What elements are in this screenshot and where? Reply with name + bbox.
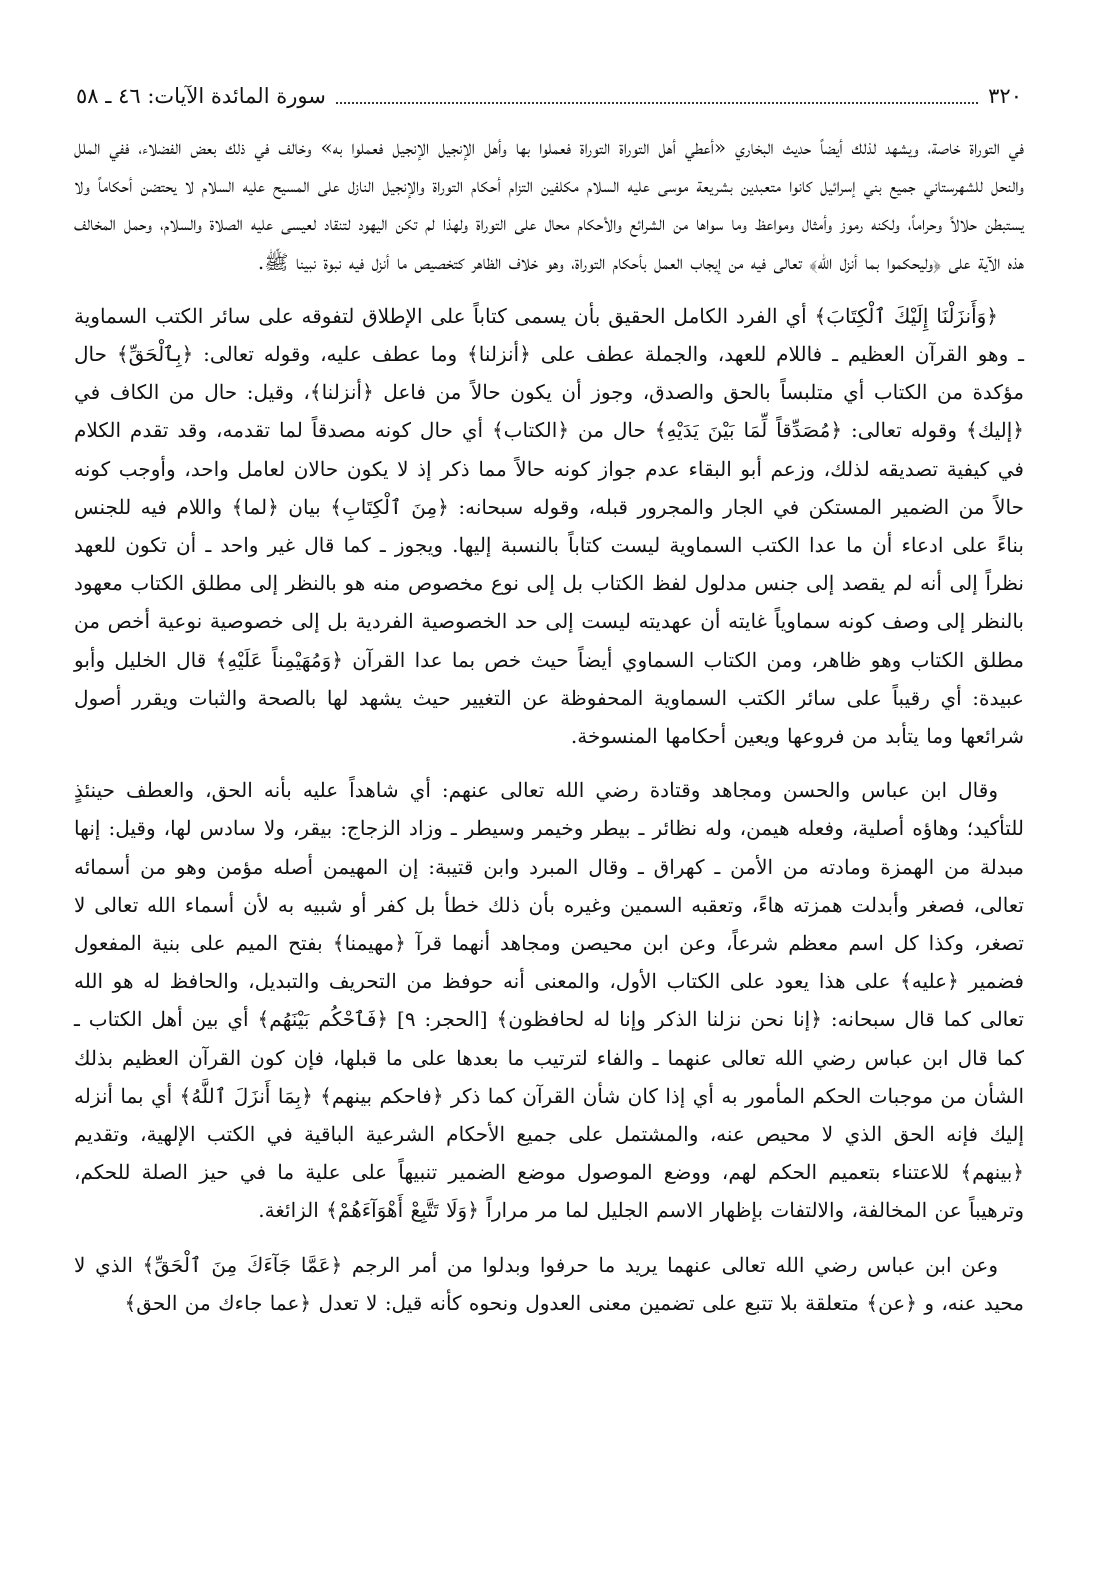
- paragraph-3: وقال ابن عباس والحسن ومجاهد وقتادة رضي الله تعالى عنهم: أي شاهداً عليه بأنه الحق، والعطف حينئذٍ للتأكيد؛ وهاؤه أصلية، وفعله هيمن، وله نظائر ـ بيطر وخيمر وسيطر ـ وزاد الزجاج: بيقر، ولا سادس لها، وقيل: إنها مبدلة من الهمزة ومادته من الأمن ـ كهراق ـ وقال المبرد وابن قتيبة: إن المهيمن أصله مؤمن وهو من أسمائه تعالى، فصغر وأبدلت همزته هاءً، وتعقبه السمين وغيره بأن ذلك خطأ بل كفر أو شبيه به لأن أسماء الله تعالى لا تصغر، وكذا كل اسم معظم شرعاً، وعن ابن محيصن ومجاهد أنهما قرآ ﴿مهيمنا﴾ بفتح الميم على بنية المفعول فضمير ﴿عليه﴾ على هذا يعود على الكتاب الأول، والمعنى أنه حوفظ من التحريف والتبديل، والحافظ له هو الله تعالى كما قال سبحانه: ﴿إنا نحن نزلنا الذكر وإنا له لحافظون﴾ [الحجر: ٩] ﴿فَٱحْكُم بَيْنَهُم﴾ أي بين أهل الكتاب ـ كما قال ابن عباس رضي الله تعالى عنهما ـ والفاء لترتيب ما بعدها على ما قبلها، فإن كون القرآن العظيم بذلك الشأن من موجبات الحكم المأمور به أي إذا كان شأن القرآن كما ذكر ﴿فاحكم بينهم﴾ ﴿بِمَا أَنزَلَ ٱللَّهُ﴾ أي بما أنزله إليك فإنه الحق الذي لا محيص عنه، والمشتمل على جميع الأحكام الشرعية الباقية في الكتب الإلهية، وتقديم ﴿بينهم﴾ للاعتناء بتعميم الحكم لهم، ووضع الموصول موضع الضمير تنبيهاً على علية ما في حيز الصلة للحكم، وترهيباً عن المخالفة، والالتفات بإظهار الاسم الجليل لما مر مراراً ﴿وَلَا تَتَّبِعْ أَهْوَآءَهُمْ﴾ الزائغة.: [74, 778, 1024, 1223]
- paragraph-1: في التوراة خاصة، ويشهد لذلك أيضاً حديث البخاري «أعطي أهل التوراة التوراة فعملوا بها وأهل الإنجيل الإنجيل فعملوا به» وخالف في ذلك بعض الفضلاء، ففي الملل والنحل للشهرستاني جميع بني إسرائيل كانوا متعبدين بشريعة موسى عليه السلام مكلفين التزام أحكام التوراة والإنجيل النازل على المسيح عليه السلام لا يحتضن أحكاماً ولا يستبطن حلالاً وحراماً، ولكنه رموز وأمثال ومواعظ وما سواها من الشرائع والأحكام محال على التوراة ولهذا لم تكن اليهود لتنقاد لعيسى عليه الصلاة والسلام، وحمل المخالف هذه الآية على ﴿وليحكموا بما أنزل الله﴾ تعالى فيه من إيجاب العمل بأحكام التوراة، وهو خلاف الظاهر كتخصيص ما أنزل فيه نبوة نبينا ﷺ.: [74, 135, 1024, 274]
- running-title: سورة المائدة الآيات: ٤٦ ـ ٥٨: [76, 84, 326, 108]
- page-number: ٣٢٠: [988, 84, 1022, 108]
- header-dotted-leader: [336, 88, 978, 104]
- paragraph-4: وعن ابن عباس رضي الله تعالى عنهما يريد ما حرفوا وبدلوا من أمر الرجم ﴿عَمَّا جَآءَكَ مِنَ ٱلْحَقِّ﴾ الذي لا محيد عنه، و ﴿عن﴾ متعلقة بلا تتبع على تضمين معنى العدول ونحوه كأنه قيل: لا تعدل ﴿عما جاءك من الحق﴾: [74, 1252, 1024, 1315]
- page-body: [74, 128, 1024, 1338]
- paragraph-2: ﴿وَأَنزَلْنَا إِلَيْكَ ٱلْكِتَابَ﴾ أي الفرد الكامل الحقيق بأن يسمى كتاباً على الإطلاق لتفوقه على سائر الكتب السماوية ـ وهو القرآن العظيم ـ فاللام للعهد، والجملة عطف على ﴿أنزلنا﴾ وما عطف عليه، وقوله تعالى: ﴿بِٱلْحَقِّ﴾ حال مؤكدة من الكتاب أي متلبساً بالحق والصدق، وجوز أن يكون حالاً من فاعل ﴿أنزلنا﴾، وقيل: حال من الكاف في ﴿إليك﴾ وقوله تعالى: ﴿مُصَدِّقاً لِّمَا بَيْنَ يَدَيْهِ﴾ حال من ﴿الكتاب﴾ أي حال كونه مصدقاً لما تقدمه، وقد تقدم الكلام في كيفية تصديقه لذلك، وزعم أبو البقاء عدم جواز كونه حالاً مما ذكر إذ لا يكون حالان لعامل واحد، وأوجب كونه حالاً من الضمير المستكن في الجار والمجرور قبله، وقوله سبحانه: ﴿مِنَ ٱلْكِتَابِ﴾ بيان ﴿لما﴾ واللام فيه للجنس بناءً على ادعاء أن ما عدا الكتب السماوية ليست كتاباً بالنسبة إليها. ويجوز ـ كما قال غير واحد ـ أن تكون للعهد نظراً إلى أنه لم يقصد إلى جنس مدلول لفظ الكتاب بل إلى نوع مخصوص منه هو بالنظر إلى مطلق الكتاب معهود بالنظر إلى وصف كونه سماوياً غايته أن عهديته ليست إلى حد الخصوصية الفردية بل إلى خصوصية نوعية أخص من مطلق الكتاب وهو ظاهر، ومن الكتاب السماوي أيضاً حيث خص بما عدا القرآن ﴿وَمُهَيْمِناً عَلَيْهِ﴾ قال الخليل وأبو عبيدة: أي رقيباً على سائر الكتب السماوية المحفوظة عن التغيير حيث يشهد لها بالصحة والثبات ويقرر أصول شرائعها وما يتأبد من فروعها ويعين أحكامها المنسوخة.: [74, 303, 1024, 749]
- page-header: [76, 78, 1022, 114]
